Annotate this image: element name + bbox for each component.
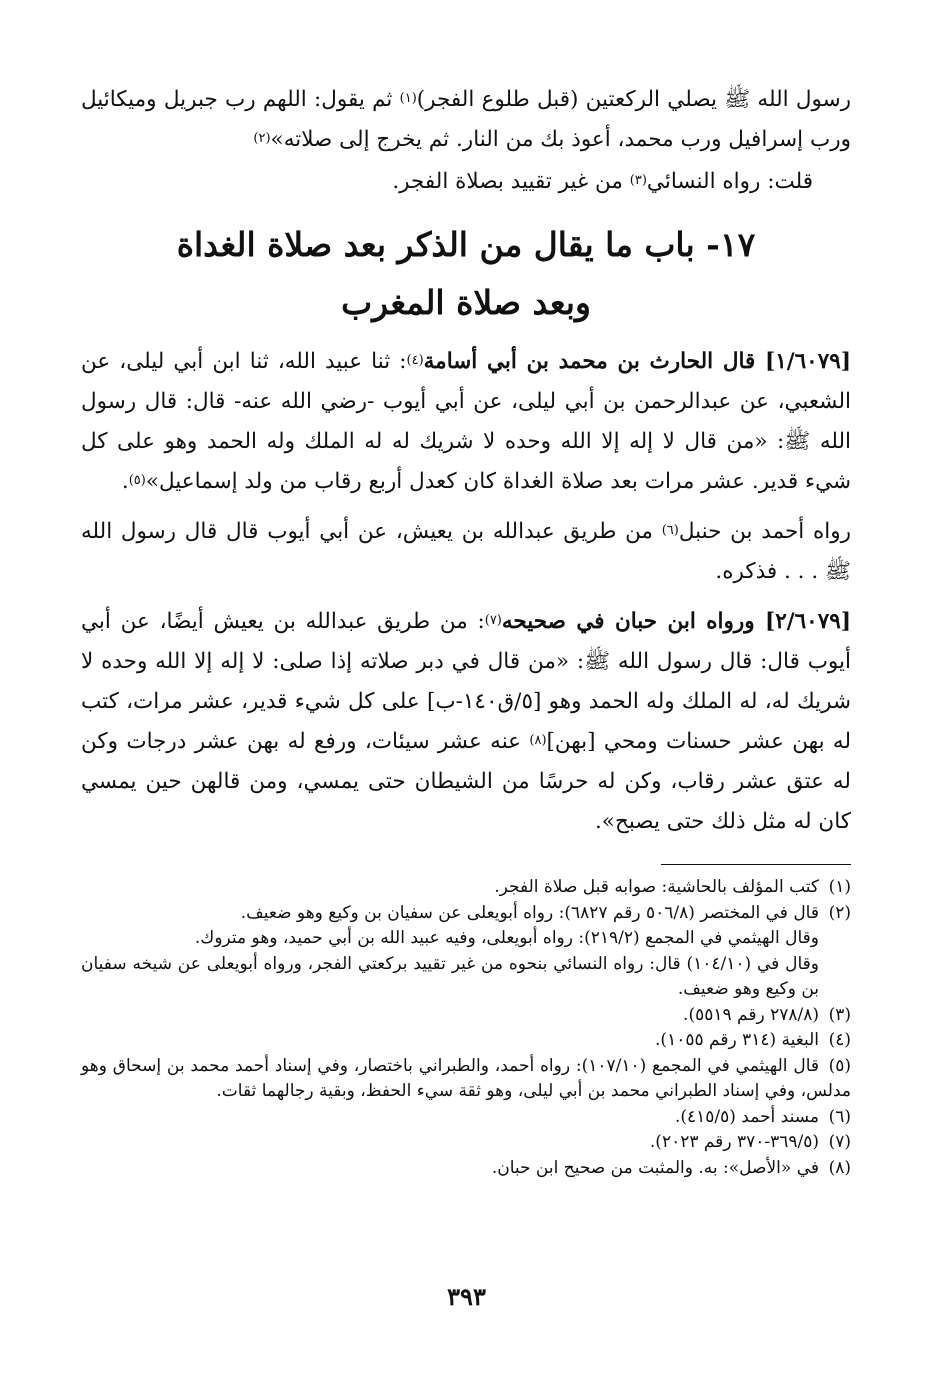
footnote-ref[interactable]: (٨) (529, 733, 547, 748)
intro-paragraph (81, 80, 851, 160)
footnote-ref[interactable]: (٦) (661, 523, 679, 538)
footnotes (81, 875, 851, 1181)
chapter-title-line2: وبعد صلاة المغرب (341, 283, 591, 322)
footnote-text: (٢٧٨/٨ رقم ٥٥١٩). (683, 1004, 819, 1025)
footnote-text: قال الهيثمي في المجمع (١٠٧/١٠): رواه أحمد، والطبراني باختصار، وفي إسناد أحمد محمد بن إسحاق وهو مدلس، وفي إسناد الطبراني محمد بن أبي ليلى، وهو ثقة سيء الحفظ، وبقية رجالهما ثقات. (81, 1055, 851, 1101)
hadith-1-lead: [١/٦٠٧٩] قال الحارث بن محمد بن أبي أسامة (423, 349, 851, 374)
footnote-number: (١) (828, 877, 851, 897)
footnote-item (81, 1003, 851, 1029)
footnote-ref[interactable]: (٤) (406, 353, 424, 368)
note-text-cont: من غير تقييد بصلاة الفجر. (392, 169, 630, 194)
footnote-item (81, 875, 851, 901)
footnote-item (81, 1156, 851, 1182)
ahmad-text: رواه أحمد بن حنبل (678, 519, 852, 544)
footnote-number: (٣) (828, 1004, 851, 1025)
footnote-text: البغية (٣١٤ رقم ١٠٥٥). (655, 1030, 819, 1050)
footnote-ref[interactable]: (٣) (629, 173, 647, 188)
footnote-text: (٣٦٩/٥-٣٧٠ رقم ٢٠٢٣). (649, 1132, 819, 1152)
footnote-ref[interactable]: (٧) (484, 613, 502, 628)
hadith-1-text: : ثنا عبيد الله، ثنا ابن أبي ليلى، عن الشعبي، عن عبدالرحمن بن أبي ليلى، عن أبي أيوب -رضي الله عنه- قال: قال رسول الله ﷺ: «من قال لا إله إلا الله وحده لا شريك له له الملك وله الحمد وهو على كل شيء قدير. عشر مرات بعد صلاة الغداة كان كعدل أربع رقاب من ولد إسماعيل» (81, 349, 851, 494)
footnote-item (81, 926, 851, 952)
ahmad-text-cont: من طريق عبدالله بن يعيش، عن أبي أيوب قال قال رسول الله ﷺ . . . فذكره. (81, 519, 851, 584)
page-number: ٣٩٣ (447, 1282, 486, 1311)
footnote-item (81, 901, 851, 927)
footnote-item (81, 1130, 851, 1156)
note-paragraph (81, 162, 851, 202)
note-text: قلت: رواه النسائي (646, 169, 813, 194)
footnote-number: (٤) (828, 1030, 851, 1050)
hadith-1-end: . (121, 469, 129, 494)
footnote-text: في «الأصل»: به. والمثبت من صحيح ابن حبان. (491, 1157, 819, 1178)
chapter-heading (81, 216, 851, 332)
footnote-number: (٧) (828, 1132, 851, 1152)
footnote-item (81, 1105, 851, 1131)
footnote-divider (661, 864, 851, 865)
footnote-text: وقال في (١٠٤/١٠) قال: رواه النسائي بنحوه من غير تقييد بركعتي الفجر، ورواه أبويعلى عن شيخه سفيان بن وكيع وهو ضعيف. (81, 953, 819, 999)
footnote-item (81, 952, 851, 1003)
footnote-divider-wrap (81, 842, 851, 875)
footnote-number: (٢) (828, 902, 851, 923)
ahmad-paragraph (81, 512, 851, 592)
hadith-2-text-cont: عنه عشر سيئات، ورفع له بهن عشر درجات وكن له عتق عشر رقاب، وكن له حرسًا من الشيطان حتى يمسي، ومن قالهن حين يمسي كان له مثل ذلك حتى يصبح». (81, 729, 851, 834)
hadith-1 (81, 342, 851, 502)
footnote-text: كتب المؤلف بالحاشية: صوابه قبل صلاة الفجر. (494, 877, 819, 897)
hadith-2-text: : من طريق عبدالله بن يعيش أيضًا، عن أبي أيوب قال: قال رسول الله ﷺ: «من قال في دبر صلاته إذا صلى: لا إله إلا الله وحده لا شريك له، له الملك وله الحمد وهو [٥/ق١٤٠-ب] على كل شيء قدير، عشر مرات، كتب له بهن عشر حسنات ومحي [بهن] (81, 609, 851, 754)
footnote-text: وقال الهيثمي في المجمع (٢١٩/٢): رواه أبويعلى، وفيه عبيد الله بن أبي حميد، وهو متروك. (194, 928, 819, 948)
intro-text: رسول الله ﷺ يصلي الركعتين (قبل طلوع الفجر) (416, 87, 851, 112)
footnote-text: قال في المختصر (٥٠٦/٨ رقم ٦٨٢٧): رواه أبويعلى عن سفيان بن وكيع وهو ضعيف. (240, 902, 819, 923)
hadith-2 (81, 602, 851, 842)
footnote-number: (٨) (828, 1157, 851, 1178)
chapter-title-line1: ١٧- باب ما يقال من الذكر بعد صلاة الغداة (176, 225, 756, 264)
page-body (81, 80, 851, 1181)
footnote-item (81, 1054, 851, 1105)
footnote-item (81, 1028, 851, 1054)
footnote-number: (٦) (828, 1106, 851, 1127)
footnote-ref[interactable]: (٥) (128, 473, 146, 488)
footnote-ref[interactable]: (١) (399, 91, 417, 106)
footnote-text: مسند أحمد (٤١٥/٥). (674, 1106, 819, 1127)
intro-text-cont: ثم يقول: اللهم رب جبريل وميكائيل ورب إسرافيل ورب محمد، أعوذ بك من النار. ثم يخرج إلى صلاته» (81, 87, 851, 152)
hadith-2-lead: [٢/٦٠٧٩] ورواه ابن حبان في صحيحه (501, 609, 851, 634)
footnote-ref[interactable]: (٢) (253, 131, 271, 146)
footnote-number: (٥) (828, 1055, 851, 1076)
